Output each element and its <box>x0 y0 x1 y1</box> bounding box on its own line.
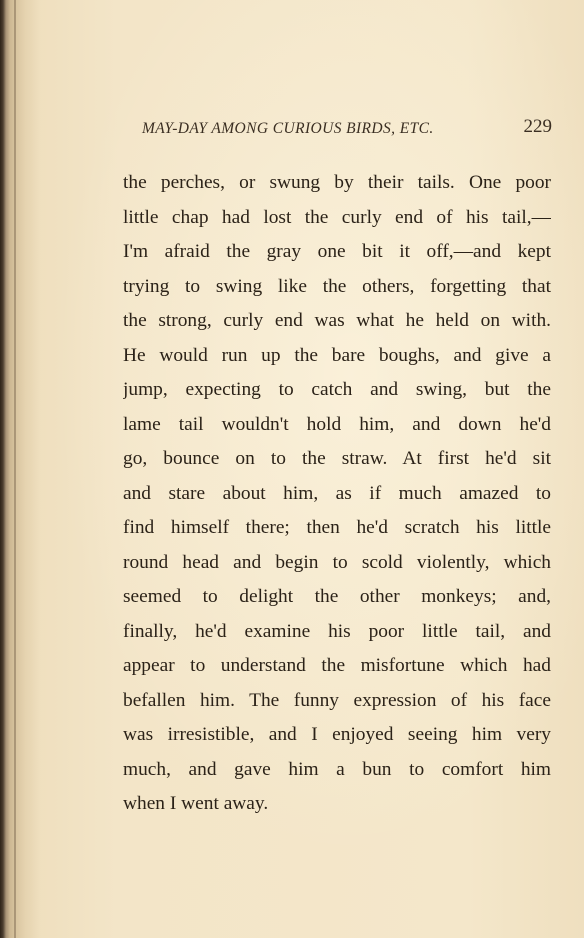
text-line: finally, he'd examine his poor little tail, and <box>123 620 551 642</box>
text-line: lame tail wouldn't hold him, and down he'd <box>123 413 551 435</box>
text-line: seemed to delight the other monkeys; and, <box>123 586 551 607</box>
running-head <box>142 116 552 142</box>
text-line: round head and begin to scold violently, which <box>123 551 551 573</box>
text-line: much, and gave him a bun to comfort him <box>123 758 551 780</box>
text-line: was irresistible, and I enjoyed seeing him very <box>123 724 551 745</box>
binding-crease <box>14 0 16 938</box>
text-line: appear to understand the misfortune which had <box>123 655 551 676</box>
book-binding-edge <box>0 0 40 938</box>
running-head-title: MAY-DAY AMONG CURIOUS BIRDS, ETC. <box>142 120 434 137</box>
text-line: befallen him. The funny expression of his face <box>123 689 551 711</box>
text-line: I'm afraid the gray one bit it off,—and kept <box>123 241 551 262</box>
text-line: little chap had lost the curly end of his tail,— <box>123 206 551 228</box>
text-line: when I went away. <box>123 793 269 814</box>
text-line: trying to swing like the others, forgetting that <box>123 275 551 297</box>
text-line: He would run up the bare boughs, and give a <box>123 344 551 366</box>
text-line: the strong, curly end was what he held on with. <box>123 310 551 331</box>
text-line: and stare about him, as if much amazed to <box>123 482 551 504</box>
text-line: jump, expecting to catch and swing, but the <box>123 379 551 400</box>
text-line: find himself there; then he'd scratch his little <box>123 517 551 538</box>
page-number: 229 <box>523 116 552 137</box>
text-line: the perches, or swung by their tails. One poor <box>123 172 551 193</box>
text-line: go, bounce on to the straw. At first he'd sit <box>123 448 551 469</box>
body-text <box>123 166 551 822</box>
